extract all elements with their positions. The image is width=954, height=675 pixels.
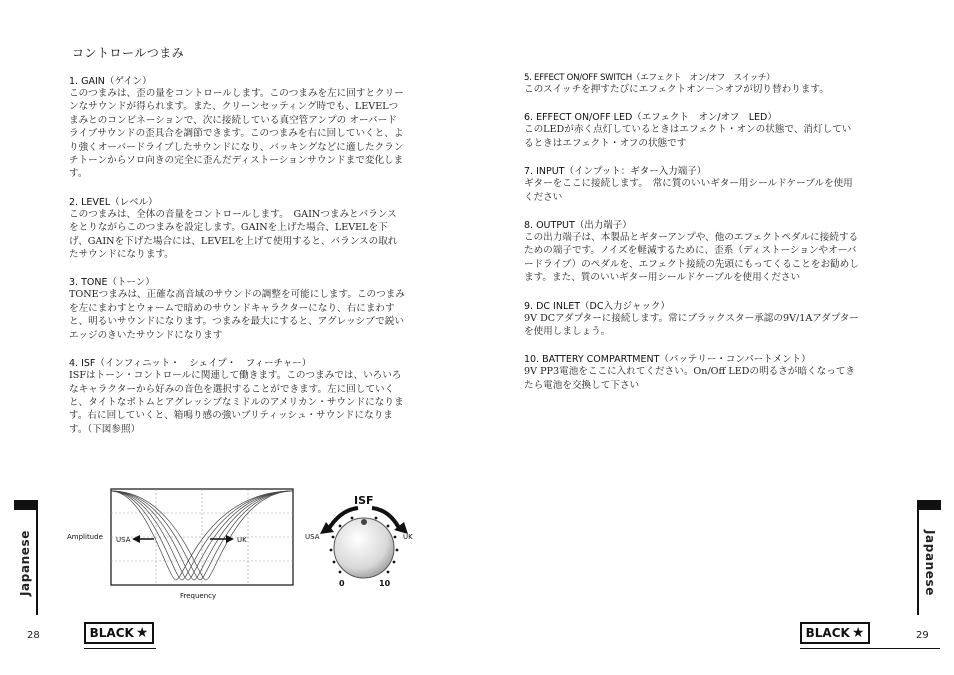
section-level <box>69 194 406 262</box>
usa-arrowhead <box>132 535 140 543</box>
section-title: 8. OUTPUT（出力端子） <box>524 220 632 232</box>
graph-usa-label: USA <box>116 536 131 544</box>
section-isf <box>69 355 406 436</box>
knob-indicator-dot <box>361 519 367 525</box>
page-number-left: 28 <box>27 630 40 641</box>
blackstar-logo-right <box>800 622 870 644</box>
section-body: このつまみは、歪の量をコントロールします。このつまみを左に回すとクリーンなサウンドが得られます。また、クリーンセッティング時でも、LEVELつまみとのコンビネーションで、次に接続している真空管アンプの オーバードライブサウンドの歪具合を調節できます。このつまみを右に回していくと、より強くオーバードライブしたサウンドになり、バッキングなどに適したクランチトーンからソロ向きの完全に歪んだディストーションサウンドまで変化します。 <box>69 88 404 180</box>
star-icon: ★ <box>135 625 149 641</box>
section-title: 9. DC INLET（DC入力ジャック） <box>524 300 670 312</box>
side-tab-label: Japanese <box>923 529 937 596</box>
knob-body <box>334 518 394 578</box>
section-body: このつまみは、全体の音量をコントロールします。 GAINつまみとバランスをとりながらこのつまみを設定します。GAINを上げた場合、LEVELを下げ、GAINを下げた場合には、LEVELを上げて使用すると、バランスの取れたサウンドになります。 <box>69 208 398 261</box>
section-title: 4. ISF（インフィニット・ シェイプ・ フィーチャー） <box>69 358 312 370</box>
section-body: 9V DCアダプターに接続します。常にブラックスター承認の9V/1Aアダプターを使用しましょう。 <box>524 312 859 338</box>
isf-response-graph <box>110 488 295 588</box>
section-title: 7. INPUT（インプット：ギター入力端子） <box>524 166 707 178</box>
knob-min-label: 0 <box>339 579 345 588</box>
section-body: このスイッチを押すたびにエフェクトオン－＞オフが切り替わります。 <box>524 84 829 95</box>
section-title: 3. TONE（トーン） <box>69 277 155 289</box>
side-tab-left <box>14 500 38 615</box>
section-output <box>524 217 860 285</box>
section-title: 6. EFFECT ON/OFF LED（エフェクト オン/オフ LED） <box>524 112 777 124</box>
side-tab-label: Japanese <box>18 529 32 596</box>
section-effect-led <box>524 109 860 150</box>
knob-max-label: 10 <box>379 579 391 588</box>
isf-knob-illustration <box>300 488 430 588</box>
left-column <box>69 73 406 436</box>
blackstar-logo-left <box>84 622 154 644</box>
section-body: ISFはトーン・コントロールに関連して働きます。このつまみでは、いろいろなキャラクターから好みの音色を選択することができます。左に回していくと、タイトなボトムとアグレッシブなミドルのアメリカン・サウンドになります。右に回していくと、箱鳴り感の強いブリティッシュ・サウンドになります。（下図参照） <box>69 370 404 435</box>
section-title: 2. LEVEL（レベル） <box>69 196 158 208</box>
page-heading: コントロールつまみ <box>72 46 185 60</box>
section-title: 10. BATTERY COMPARTMENT（バッテリー・コンパートメント） <box>524 354 811 366</box>
section-body: このLEDが赤く点灯しているときはエフェクト・オンの状態で、消灯しているときはエフェクト・オフの状態です <box>524 124 852 149</box>
section-title: 5. EFFECT ON/OFF SWITCH（エフェクト オン/オフ スイッチ） <box>524 73 775 83</box>
graph-uk-label: UK <box>237 536 247 544</box>
footer-rule-left <box>84 648 156 649</box>
logo-text: BLACK <box>89 626 134 640</box>
section-body: ギターをここに接続します。 常に質のいいギター用シールドケーブルを使用ください <box>524 178 853 203</box>
footer-rule-right <box>800 648 940 649</box>
section-body: 9V PP3電池をここに入れてください。On/Off LEDの明るさが暗くなってきたら電池を交換して下さい <box>524 366 856 391</box>
uk-arrowhead <box>226 535 234 543</box>
knob-usa-label: USA <box>305 533 320 541</box>
section-effect-switch <box>524 71 860 96</box>
page-number-right: 29 <box>916 630 929 641</box>
logo-text: BLACK <box>805 626 850 640</box>
graph-ylabel: Amplitude <box>67 533 103 541</box>
section-gain <box>69 73 406 181</box>
section-input <box>524 163 860 204</box>
knob-uk-label: UK <box>403 533 413 541</box>
section-tone <box>69 274 406 342</box>
right-column <box>524 71 860 392</box>
section-body: この出力端子は、本製品とギターアンプや、他のエフェクトペダルに接続するための端子です。ノイズを軽減するために、歪系（ディストーションやオーバードライブ）のペダルを、エフェクト接続の先頭にもってくることをお勧めします。また、質のいいギター用シールドケーブルを使用ください <box>524 232 859 284</box>
graph-xlabel: Frequency <box>180 592 217 600</box>
section-dc-inlet <box>524 298 860 339</box>
section-battery <box>524 351 860 392</box>
section-body: TONEつまみは、正確な高音域のサウンドの調整を可能にします。このつまみを左にまわすとウォームで暗めのサウンドキャラクターになり、右にまわすと、明るいサウンドになります。つまみを最大にすると、アグレッシブで鋭いエッジのきいたサウンドになります <box>69 289 405 341</box>
section-title: 1. GAIN（ゲイン） <box>69 76 152 87</box>
knob-label: ISF <box>354 494 374 507</box>
side-tab-right <box>917 500 941 615</box>
star-icon: ★ <box>851 625 865 641</box>
